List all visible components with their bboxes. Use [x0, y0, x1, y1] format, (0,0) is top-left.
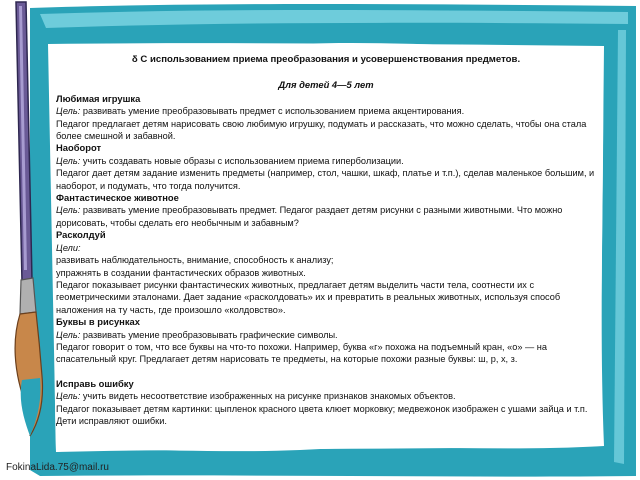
goal-text: учить видеть несоответствие изображенных на рисунке признаков знакомых объектов.: [82, 391, 456, 402]
goal-label: Цель:: [56, 391, 81, 402]
game-title: Исправь ошибку: [56, 377, 134, 389]
goal-text: развивать умение преобразовывать предмет с использованием приема акцентирования.: [82, 106, 465, 117]
game-title: Фантастическое животное: [56, 192, 179, 204]
author-email: FokinaLida.75@mail.ru: [6, 462, 109, 473]
page-title: δ С использованием приема преобразования и усовершенствования предметов.: [131, 54, 521, 65]
game-description: Педагог показывает рисунки фантастических животных, предлагает детям выделить части тела, соотнести их с геометрическими эталонами. Дает задание «расколдовать» их и превратить в реальных животных, используя способ наложения на ту часть, где произошло «колдовство».: [56, 279, 561, 315]
goal-label: Цель:: [56, 106, 81, 117]
brush-ferrule: [20, 278, 36, 314]
game-title: Наоборот: [56, 142, 102, 154]
game-goal: [56, 329, 596, 341]
goal-text: учить создавать новые образы с использованием приема гиперболизации.: [82, 155, 404, 166]
game-description: Педагог дает детям задание изменить предметы (например, стол, чашки, шкаф, платье и т.п.), сделав маленькое большим, и наоборот, и подумать, что тогда получится.: [56, 168, 595, 191]
game-description: Педагог предлагает детям нарисовать свою любимую игрушку, подумать и рассказать, что можно сделать, чтобы она стала более смешной и забавной.: [56, 118, 587, 142]
game-goal: [56, 155, 596, 167]
age-subtitle: Для детей 4—5 лет: [278, 79, 374, 91]
goal-text: развивать умение преобразовывать предмет. Педагог раздает детям рисунки с разными животными. Что можно дорисовать, чтобы сделать его необычным и забавным?: [56, 205, 563, 228]
game-title: Буквы в рисунках: [56, 316, 140, 328]
game-title: Расколдуй: [56, 229, 106, 241]
goal-label: Цель:: [56, 205, 81, 216]
goal-line: развивать наблюдательность, внимание, способность к анализу;: [56, 255, 334, 266]
goal-label: Цель:: [56, 329, 81, 340]
game-goal: [56, 204, 596, 229]
game-goal: [56, 390, 596, 402]
lesson-text: [56, 54, 596, 454]
game-title: Любимая игрушка: [56, 92, 141, 104]
spacer: [56, 366, 596, 378]
goal-text: развивать умение преобразовывать графические символы.: [82, 329, 338, 340]
goal-line: упражнять в создании фантастических образов животных.: [56, 267, 306, 278]
game-goal: [56, 105, 596, 117]
game-description: Педагог говорит о том, что все буквы на что-то похожи. Например, буква «г» похожа на подъемный кран, «о» — на спасательный круг. Предлагает детям нарисовать те предметы, на которые похожи разные буквы: ш, р, х, з.: [56, 341, 547, 365]
goals-label: Цели:: [56, 242, 81, 253]
game-description: Педагог показывает детям картинки: цыпленок красного цвета клюет морковку; медвежонок изображен с ушами зайца и т.п. Дети исправляют ошибки.: [56, 403, 588, 426]
goal-label: Цель:: [56, 155, 81, 166]
